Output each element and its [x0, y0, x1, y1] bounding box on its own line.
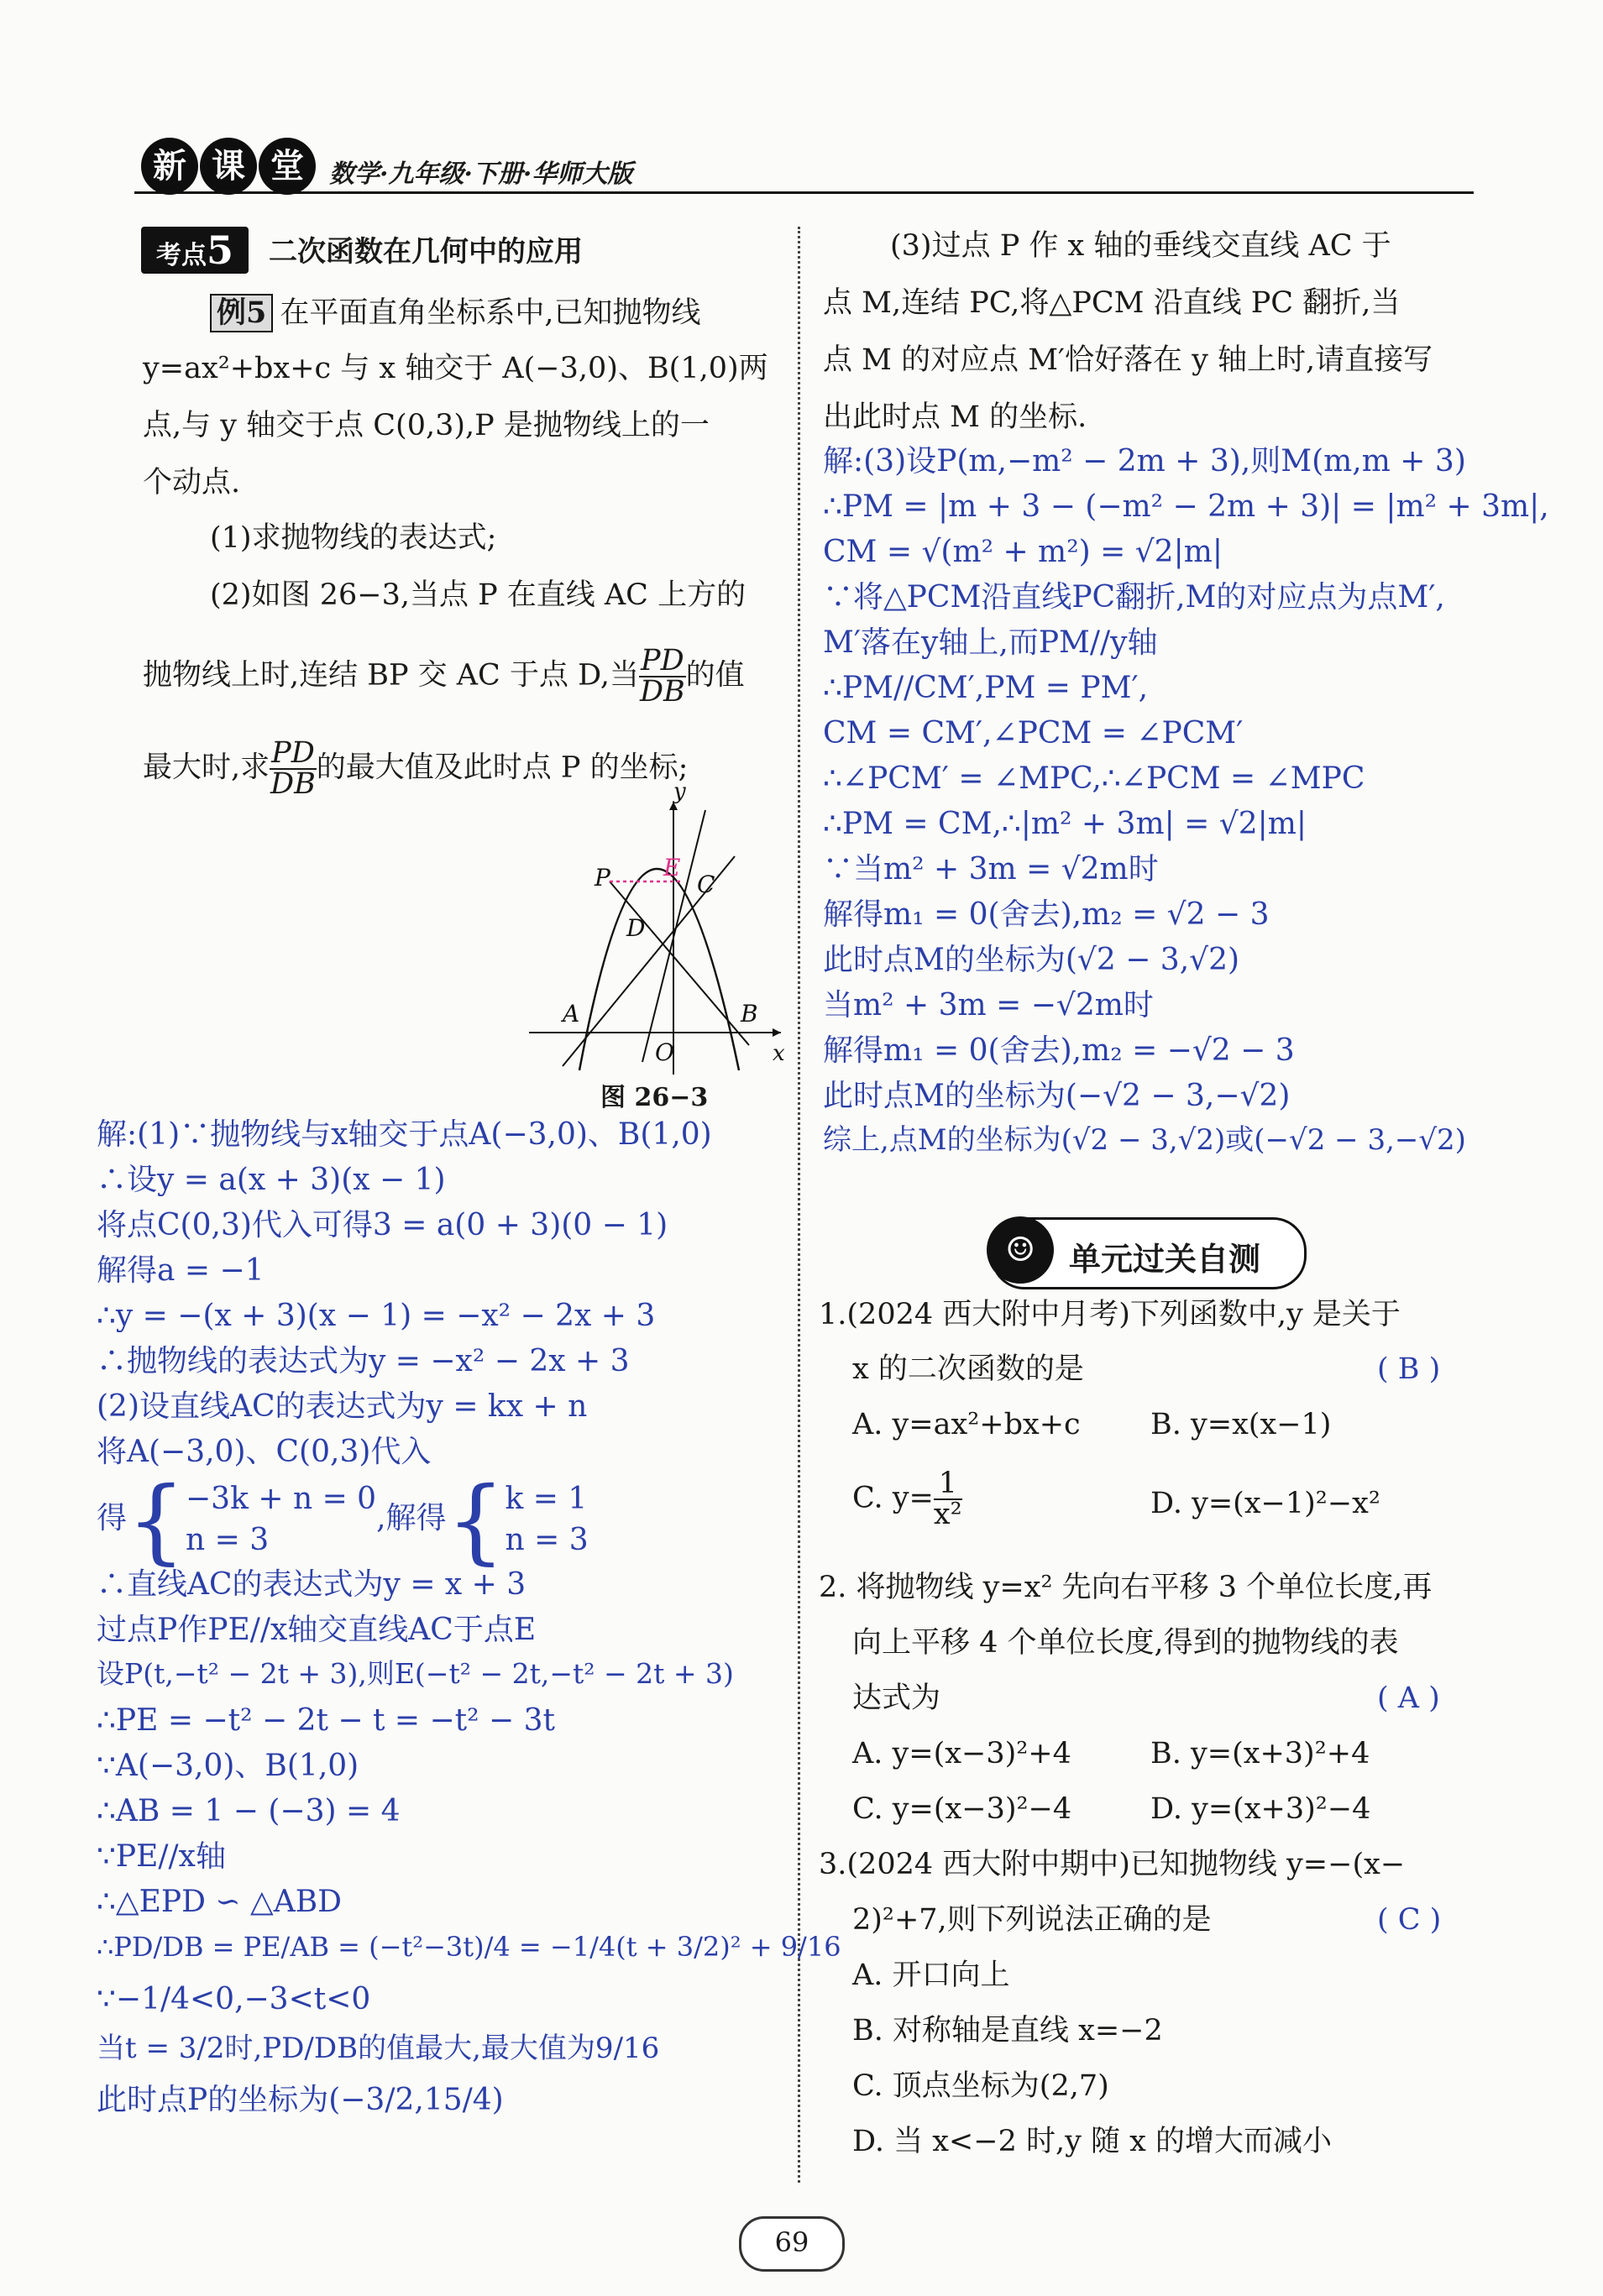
header-badge — [141, 138, 317, 198]
label-e: E — [663, 854, 681, 881]
section-tag-number: 5 — [207, 228, 234, 273]
q1-option-b: B. y=x(x−1) — [1150, 1408, 1332, 1441]
sol-left-line: ∵PE//x轴 — [97, 1839, 226, 1874]
sol-left-line: 过点P作PE//x轴交直线AC于点E — [97, 1613, 537, 1647]
sol-left-line: ∴△EPD ∽ △ABD — [97, 1885, 343, 1919]
page-number: 69 — [739, 2216, 845, 2272]
line-bp — [610, 881, 749, 1045]
sol-right-line: ∴∠PCM′ = ∠MPC,∴∠PCM = ∠MPC — [823, 761, 1365, 796]
sol-left-line: ∴直线AC的表达式为y = x + 3 — [97, 1567, 526, 1602]
q1-answer: ( B ) — [1377, 1352, 1441, 1386]
sol-right-line: 解得m₁ = 0(舍去),m₂ = −√2 − 3 — [823, 1033, 1295, 1068]
sol-left-line: 此时点P的坐标为(−3/2,15/4) — [97, 2083, 504, 2117]
example-line-8: 最大时,求 $\frac{PD}{DB}$ 的最大值及此时点 P 的坐标; — [143, 736, 689, 801]
sol-left-line: ∴设y = a(x + 3)(x − 1) — [97, 1163, 446, 1197]
example-part-2: (2)如图 26−3,当点 P 在直线 AC 上方的 — [210, 578, 746, 612]
badge-char: 堂 — [259, 138, 316, 195]
frac-num: PD — [641, 644, 684, 677]
q3-stem: 2)²+7,则下列说法正确的是 — [852, 1903, 1212, 1937]
unit-test-title: 单元过关自测 — [1069, 1241, 1261, 1278]
right-question-line: 出此时点 M 的坐标. — [823, 400, 1087, 434]
sol-left-line: 解得a = −1 — [97, 1253, 265, 1288]
badge-char: 新 — [141, 138, 198, 195]
q3-option-a: A. 开口向上 — [852, 1959, 1010, 1992]
q3-option-b: B. 对称轴是直线 x=−2 — [852, 2014, 1163, 2048]
q1-stem: 1.(2024 西大附中月考)下列函数中,y 是关于 — [819, 1298, 1401, 1331]
column-divider — [798, 227, 800, 2183]
sol-left-system: 得{−3k + n = 0 n = 3,解得{k = 1 n = 3 — [97, 1467, 589, 1574]
sol-left-line: 将点C(0,3)代入可得3 = a(0 + 3)(0 − 1) — [97, 1208, 668, 1242]
sol-right-line: ∴PM = CM,∴|m² + 3m| = √2|m| — [823, 807, 1307, 841]
sol-right-line: ∴PM//CM′,PM = PM′, — [823, 671, 1149, 705]
q1-option-d: D. y=(x−1)²−x² — [1150, 1487, 1380, 1520]
unit-test-header — [991, 1217, 1307, 1289]
q1-option-c: C. y= $\frac{1}{\text{x²}}$ — [852, 1467, 962, 1531]
sol-right-line: CM = √(m² + m²) = √2|m| — [823, 535, 1223, 569]
q3-option-d: D. 当 x<−2 时,y 随 x 的增大而减小 — [852, 2125, 1332, 2158]
example-line-1: 例5 在平面直角坐标系中,已知抛物线 — [210, 294, 701, 332]
right-question-line: (3)过点 P 作 x 轴的垂线交直线 AC 于 — [890, 229, 1391, 263]
q2-option-c: C. y=(x−3)²−4 — [852, 1792, 1072, 1826]
q3-stem: 3.(2024 西大附中期中)已知抛物线 y=−(x− — [819, 1848, 1406, 1881]
sol-right-line: 解得m₁ = 0(舍去),m₂ = √2 − 3 — [823, 897, 1270, 932]
q2-stem: 2. 将抛物线 y=x² 先向右平移 3 个单位长度,再 — [819, 1571, 1433, 1604]
sol-right-line: 当m² + 3m = −√2m时 — [823, 988, 1154, 1022]
sol-right-line: ∴PM = |m + 3 − (−m² − 2m + 3)| = |m² + 3m|, — [823, 489, 1549, 524]
sol-left-line: ∵A(−3,0)、B(1,0) — [97, 1749, 359, 1783]
figure-caption: 图 26−3 — [600, 1083, 709, 1112]
header-rule — [134, 191, 1474, 194]
head-icon: ☺ — [987, 1216, 1054, 1284]
q2-option-b: B. y=(x+3)²+4 — [1150, 1737, 1370, 1770]
sol-right-line: CM = CM′,∠PCM = ∠PCM′ — [823, 716, 1244, 751]
frac-num: PD — [271, 736, 315, 770]
frac-den: DB — [270, 767, 316, 801]
sol-right-line: 此时点M的坐标为(√2 − 3,√2) — [823, 943, 1240, 977]
label-y: y — [673, 779, 686, 804]
q3-option-c: C. 顶点坐标为(2,7) — [852, 2069, 1109, 2103]
q2-stem: 向上平移 4 个单位长度,得到的抛物线的表 — [852, 1626, 1399, 1660]
sol-left-line: ∴PD/DB = PE/AB = (−t²−3t)/4 = −1/4(t + 3/2)² + 9/16 — [97, 1931, 841, 1963]
label-b: B — [741, 1000, 758, 1028]
right-question-line: 点 M 的对应点 M′恰好落在 y 轴上时,请直接写 — [823, 343, 1433, 377]
sol-left-line: ∴抛物线的表达式为y = −x² − 2x + 3 — [97, 1344, 630, 1378]
q2-stem: 达式为 — [852, 1681, 941, 1715]
sol-right-line: ∵当m² + 3m = √2m时 — [823, 852, 1159, 886]
sol-left-line: 将A(−3,0)、C(0,3)代入 — [97, 1435, 432, 1469]
sol-left-line: ∴AB = 1 − (−3) = 4 — [97, 1794, 401, 1828]
example-line-7: 抛物线上时,连结 BP 交 AC 于点 D,当 $\frac{PD}{DB}$ 的值 — [143, 644, 745, 709]
sol-left-line: 解:(1)∵抛物线与x轴交于点A(−3,0)、B(1,0) — [97, 1117, 712, 1152]
sol-right-line: 综上,点M的坐标为(√2 − 3,√2)或(−√2 − 3,−√2) — [823, 1123, 1466, 1157]
sol-right-line: 此时点M的坐标为(−√2 − 3,−√2) — [823, 1079, 1291, 1113]
sol-right-line: 解:(3)设P(m,−m² − 2m + 3),则M(m,m + 3) — [823, 444, 1466, 479]
label-c: C — [697, 871, 715, 898]
label-p: P — [595, 864, 610, 892]
example-line-2: y=ax²+bx+c 与 x 轴交于 A(−3,0)、B(1,0)两 — [143, 352, 768, 385]
q2-answer: ( A ) — [1377, 1681, 1440, 1715]
example-label: 例5 — [210, 294, 273, 332]
sol-right-line: M′落在y轴上,而PM//y轴 — [823, 625, 1158, 660]
right-question-line: 点 M,连结 PC,将△PCM 沿直线 PC 翻折,当 — [823, 286, 1401, 320]
section-tag-prefix: 考点 — [156, 241, 207, 270]
label-o: O — [655, 1038, 674, 1066]
label-d: D — [626, 914, 646, 942]
sol-left-line: 设P(t,−t² − 2t + 3),则E(−t² − 2t,−t² − 2t + 3) — [97, 1657, 734, 1690]
q1-stem: x 的二次函数的是 — [852, 1352, 1084, 1386]
frac-den: DB — [639, 675, 685, 709]
q1-option-a: A. y=ax²+bx+c — [852, 1408, 1081, 1441]
header-title: 数学·九年级·下册·华师大版 — [329, 160, 633, 189]
sol-left-line: ∵−1/4<0,−3<t<0 — [97, 1982, 371, 2016]
example-line-4: 个动点. — [143, 466, 241, 499]
sol-left-line: ∴PE = −t² − 2t − t = −t² − 3t — [97, 1703, 555, 1738]
figure-parabola — [529, 779, 789, 1079]
example-part-1: (1)求抛物线的表达式; — [210, 521, 497, 555]
q2-option-d: D. y=(x+3)²−4 — [1150, 1792, 1371, 1826]
label-a: A — [563, 1000, 580, 1028]
q3-answer: ( C ) — [1377, 1903, 1442, 1937]
sol-left-line: 当t = 3/2时,PD/DB的值最大,最大值为9/16 — [97, 2032, 660, 2065]
section-tag — [141, 227, 249, 274]
sol-left-line: ∴y = −(x + 3)(x − 1) = −x² − 2x + 3 — [97, 1299, 656, 1333]
sol-left-line: (2)设直线AC的表达式为y = kx + n — [97, 1389, 588, 1424]
q2-option-a: A. y=(x−3)²+4 — [852, 1737, 1071, 1770]
sol-right-line: ∵将△PCM沿直线PC翻折,M的对应点为点M′, — [823, 580, 1445, 615]
section-title: 二次函数在几何中的应用 — [269, 235, 583, 269]
label-x: x — [773, 1041, 785, 1066]
badge-char: 课 — [200, 138, 257, 195]
example-line-3: 点,与 y 轴交于点 C(0,3),P 是抛物线上的一 — [143, 409, 710, 442]
